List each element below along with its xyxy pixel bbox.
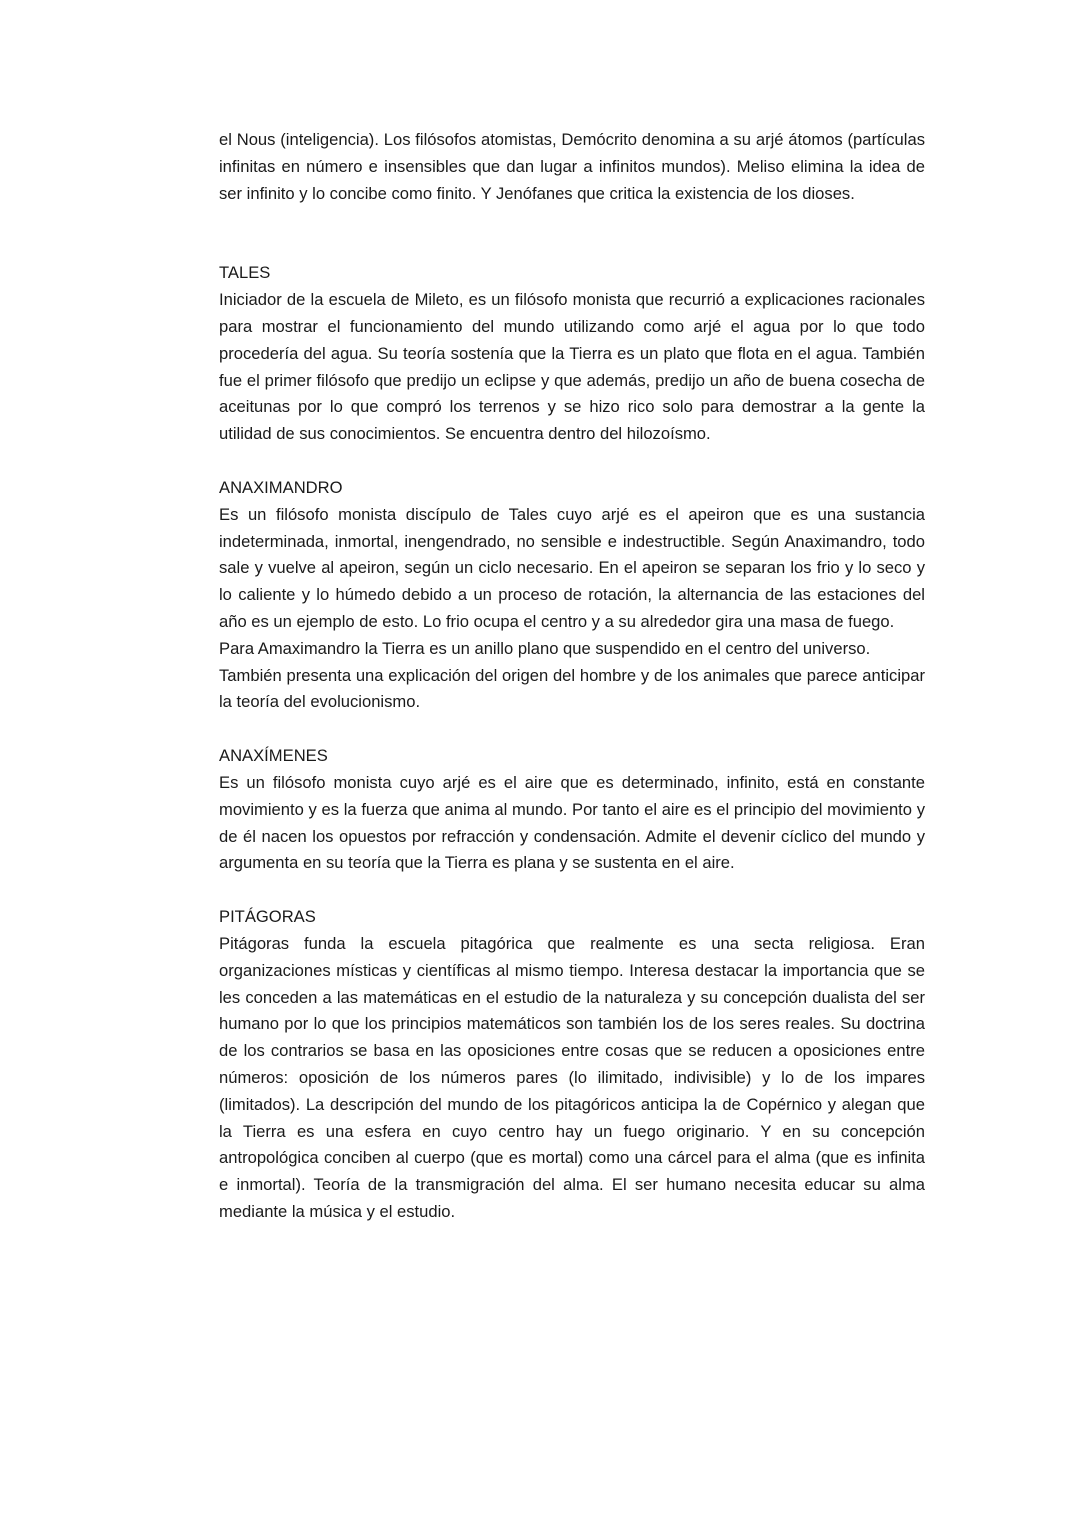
section-paragraph: Para Amaximandro la Tierra es un anillo plano que suspendido en el centro del universo.	[219, 638, 871, 658]
section-tales	[219, 260, 925, 448]
spacer	[219, 877, 925, 904]
spacer	[219, 207, 925, 260]
section-paragraph: Es un filósofo monista discípulo de Tales cuyo arjé es el apeiron que es una sustancia indeterminada, inmortal, inengendrado, no sensible e indestructible. Según Anaximandro, todo sale y vuelve al apeiron, según un ciclo necesario. En el apeiron se separan los frio y lo seco y lo caliente y lo húmedo debido a un proceso de rotación, la alternancia de las estaciones del año es un ejemplo de esto. Lo frio ocupa el centro y a su alrededor gira una masa de fuego.	[219, 504, 925, 631]
section-heading-tales: TALES	[219, 263, 271, 283]
spacer	[219, 716, 925, 743]
section-heading-anaximenes: ANAXÍMENES	[219, 746, 328, 766]
section-heading-pitagoras: PITÁGORAS	[219, 907, 316, 927]
section-paragraph: Iniciador de la escuela de Mileto, es un filósofo monista que recurrió a explicaciones racionales para mostrar el funcionamiento del mundo utilizando como arjé el agua por lo que todo procedería del agua. Su teoría sostenía que la Tierra es un plato que flota en el agua. También fue el primer filósofo que predijo un eclipse y que además, predijo un año de buena cosecha de aceitunas por lo que compró los terrenos y se hizo rico solo para demostrar a la gente la utilidad de sus conocimientos. Se encuentra dentro del hilozoísmo.	[219, 290, 925, 444]
section-paragraph: También presenta una explicación del origen del hombre y de los animales que parece anticipar la teoría del evolucionismo.	[219, 665, 925, 712]
section-paragraph: Pitágoras funda la escuela pitagórica que realmente es una secta religiosa. Eran organizaciones místicas y científicas al mismo tiempo. Interesa destacar la importancia que se les conceden a las matemáticas en el estudio de la naturaleza y su concepción dualista del ser humano por lo que los principios matemáticos son también los de los seres reales. Su doctrina de los contrarios se basa en las oposiciones entre cosas que se reducen a oposiciones entre números: oposición de los números pares (lo ilimitado, indivisible) y lo de los impares (limitados). La descripción del mundo de los pitagóricos anticipa la de Copérnico y alegan que la Tierra es una esfera en cuyo centro hay un fuego originario. Y en su concepción antropológica conciben al cuerpo (que es mortal) como una cárcel para el alma (que es infinita e inmortal). Teoría de la transmigración del alma. El ser humano necesita educar su alma mediante la música y el estudio.	[219, 933, 925, 1221]
section-paragraph: Es un filósofo monista cuyo arjé es el aire que es determinado, infinito, está en constante movimiento y es la fuerza que anima al mundo. Por tanto el aire es el principio del movimiento y de él nacen los opuestos por refracción y condensación. Admite el devenir cíclico del mundo y argumenta en su teoría que la Tierra es plana y se sustenta en el aire.	[219, 772, 925, 873]
section-heading-anaximandro: ANAXIMANDRO	[219, 477, 343, 497]
intro-paragraph: el Nous (inteligencia). Los filósofos atomistas, Demócrito denomina a su arjé átomos (partículas infinitas en número e insensibles que dan lugar a infinitos mundos). Meliso elimina la idea de ser infinito y lo concibe como finito. Y Jenófanes que critica la existencia de los dioses.	[219, 130, 925, 203]
section-pitagoras	[219, 904, 925, 1226]
spacer	[219, 448, 925, 475]
section-anaximandro	[219, 475, 925, 716]
section-anaximenes	[219, 743, 925, 877]
document-page	[219, 127, 925, 1226]
